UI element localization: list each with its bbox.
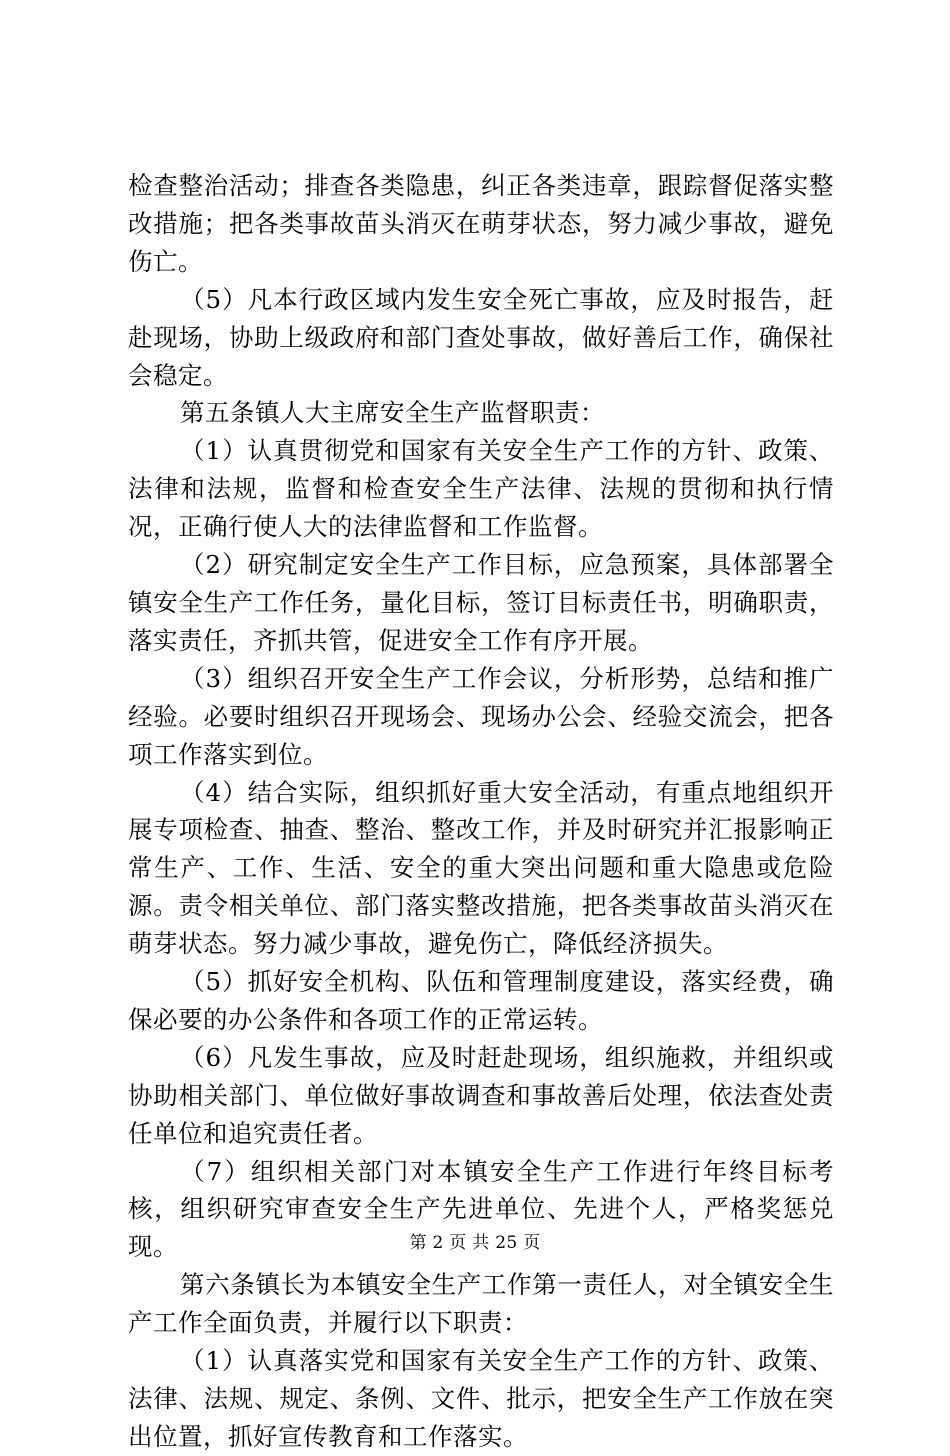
paragraph-article-6-item-1: （1）认真落实党和国家有关安全生产工作的方针、政策、法律、法规、规定、条例、文件、批示，把安全生产工作放在突出位置，抓好宣传教育和工作落实。 (128, 1346, 834, 1451)
paragraph-article-5-item-5: （5）抓好安全机构、队伍和管理制度建设，落实经费，确保必要的办公条件和各项工作的正常运转。 (128, 967, 834, 1034)
paragraph-continuation: 检查整治活动；排查各类隐患，纠正各类违章，跟踪督促落实整改措施；把各类事故苗头消灭在萌芽状态，努力减少事故，避免伤亡。 (128, 171, 834, 276)
paragraph-article-5-heading: 第五条镇人大主席安全生产监督职责： (180, 398, 605, 428)
page-number-label: 第 2 页 共 25 页 (409, 1233, 541, 1253)
paragraph-article-5-item-7: （7）组织相关部门对本镇安全生产工作进行年终目标考核，组织研究审查安全生产先进单位、先进个人，严格奖惩兑现。 (128, 1156, 834, 1262)
paragraph-article-6-heading: 第六条镇长为本镇安全生产工作第一责任人，对全镇安全生产工作全面负责，并履行以下职责： (128, 1270, 834, 1338)
paragraph-article-5-item-4: （4）结合实际，组织抓好重大安全活动，有重点地组织开展专项检查、抽查、整治、整改工作，并及时研究并汇报影响正常生产、工作、生活、安全的重大突出问题和重大隐患或危险源。责令相关单位、部门落实整改措施，把各类事故苗头消灭在萌芽状态。努力减少事故，避免伤亡，降低经济损失。 (128, 777, 834, 959)
paragraph-article-5-item-6: （6）凡发生事故，应及时赶赴现场，组织施救，并组织或协助相关部门、单位做好事故调查和事故善后处理，依法查处责任单位和追究责任者。 (128, 1042, 834, 1148)
page-footer (0, 1232, 950, 1254)
paragraph-item-5-accident-report: （5）凡本行政区域内发生安全死亡事故，应及时报告，赶赴现场，协助上级政府和部门查处事故，做好善后工作，确保社会稳定。 (128, 284, 834, 390)
document-body (128, 167, 834, 1456)
paragraph-article-5-item-2: （2）研究制定安全生产工作目标，应急预案，具体部署全镇安全生产工作任务，量化目标，签订目标责任书，明确职责，落实责任，齐抓共管，促进安全工作有序开展。 (128, 550, 834, 655)
paragraph-article-5-item-3: （3）组织召开安全生产工作会议，分析形势，总结和推广经验。必要时组织召开现场会、现场办公会、经验交流会，把各项工作落实到位。 (128, 663, 834, 769)
paragraph-article-5-item-1: （1）认真贯彻党和国家有关安全生产工作的方针、政策、法律和法规，监督和检查安全生产法律、法规的贯彻和执行情况，正确行使人大的法律监督和工作监督。 (128, 436, 834, 542)
